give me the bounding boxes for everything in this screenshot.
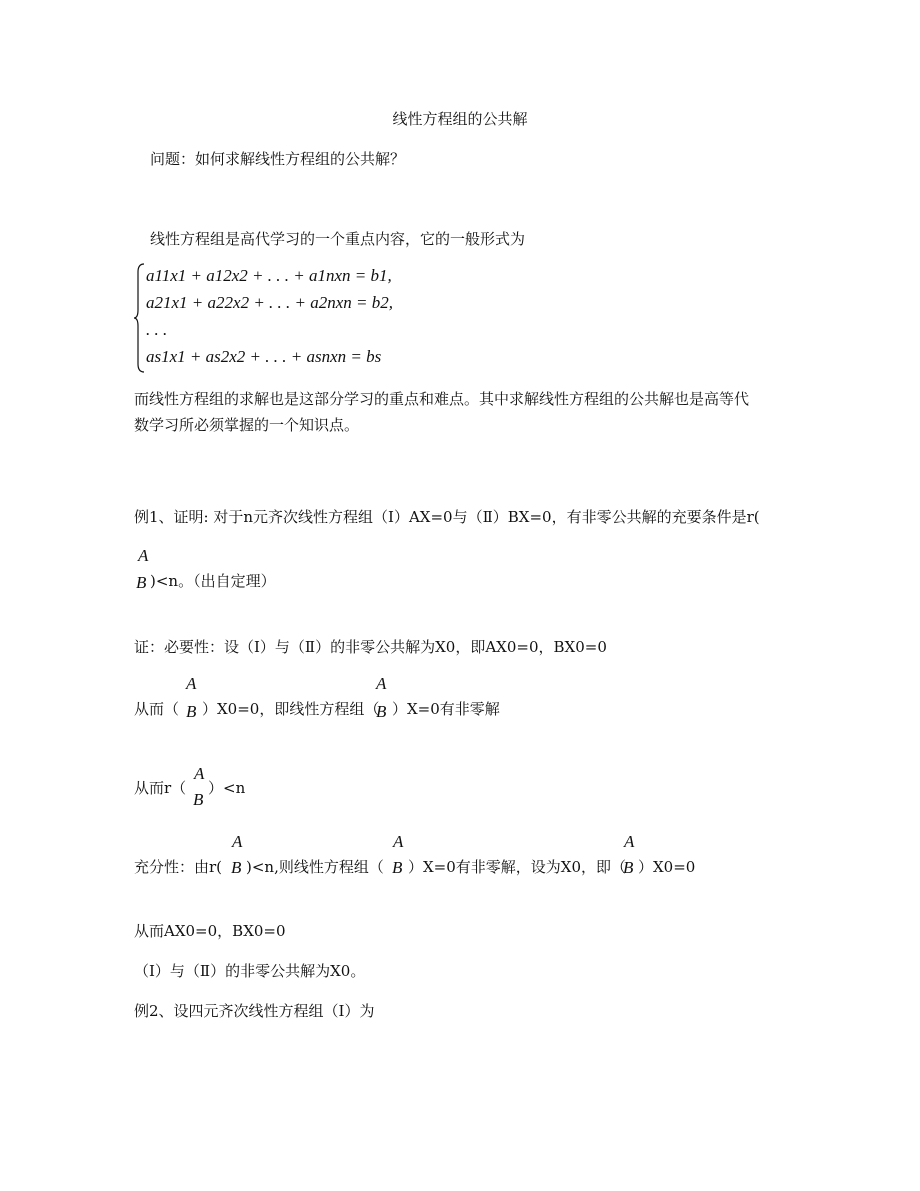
matrix-top-a: A xyxy=(186,674,197,693)
example1-statement-cont: )<n。（出自定理） xyxy=(150,572,276,590)
proof-step3: 从而AX0=0，BX0=0 xyxy=(134,922,286,940)
proof-conclusion: （Ⅰ）与（Ⅱ）的非零公共解为X0。 xyxy=(134,962,366,980)
matrix-top-a: A xyxy=(194,764,205,783)
paragraph-line-2: 数学习所必须掌握的一个知识点。 xyxy=(134,416,360,434)
example1-statement: 例1、证明: 对于n元齐次线性方程组（Ⅰ）AX=0与（Ⅱ）BX=0，有非零公共解的充要条件是r( xyxy=(134,508,760,526)
proof-suff-a: 充分性：由r( xyxy=(134,858,223,876)
equation-line-1: a11x1 + a12x2 + . . . + a1nxn = b1, xyxy=(146,266,392,285)
intro-text: 线性方程组是高代学习的一个重点内容，它的一般形式为 xyxy=(150,230,526,248)
example2-statement: 例2、设四元齐次线性方程组（Ⅰ）为 xyxy=(134,1002,375,1020)
matrix-bottom-b: B xyxy=(392,858,403,877)
matrix-top-a: A xyxy=(232,832,243,851)
proof-suff-d: ）X0=0 xyxy=(638,858,696,876)
equation-system xyxy=(134,262,454,374)
matrix-bottom-b: B xyxy=(623,858,634,877)
paragraph-line-1: 而线性方程组的求解也是这部分学习的重点和难点。其中求解线性方程组的公共解也是高等代 xyxy=(134,390,750,408)
equation-line-ellipsis: . . . xyxy=(146,320,168,339)
proof-step1-c: ）X=0有非零解 xyxy=(392,700,500,718)
proof-step1-a: 从而（ xyxy=(134,700,180,718)
equation-line-s: as1x1 + as2x2 + . . . + asnxn = bs xyxy=(146,347,382,366)
matrix-bottom-b: B xyxy=(231,858,242,877)
matrix-top-a: A xyxy=(376,674,387,693)
matrix-bottom-b: B xyxy=(193,790,204,809)
left-brace-icon xyxy=(134,262,146,374)
matrix-top-a: A xyxy=(624,832,635,851)
question-text: 问题：如何求解线性方程组的公共解？ xyxy=(150,150,406,168)
matrix-top-a: A xyxy=(393,832,404,851)
matrix-bottom-b: B xyxy=(186,702,197,721)
proof-necessity: 证：必要性：设（Ⅰ）与（Ⅱ）的非零公共解为X0，即AX0=0，BX0=0 xyxy=(134,638,607,656)
proof-step2-b: ）<n xyxy=(208,779,246,797)
proof-step1-b: ）X0=0，即线性方程组（ xyxy=(202,700,380,718)
page-title: 线性方程组的公共解 xyxy=(392,110,528,128)
matrix-bottom-b: B xyxy=(136,573,147,592)
matrix-top-a: A xyxy=(138,546,149,565)
equation-line-2: a21x1 + a22x2 + . . . + a2nxn = b2, xyxy=(146,293,394,312)
proof-step2-a: 从而r（ xyxy=(134,779,187,797)
matrix-bottom-b: B xyxy=(376,702,387,721)
proof-suff-b: )<n,则线性方程组（ xyxy=(246,858,384,876)
proof-suff-c: ）X=0有非零解，设为X0，即（ xyxy=(408,858,627,876)
